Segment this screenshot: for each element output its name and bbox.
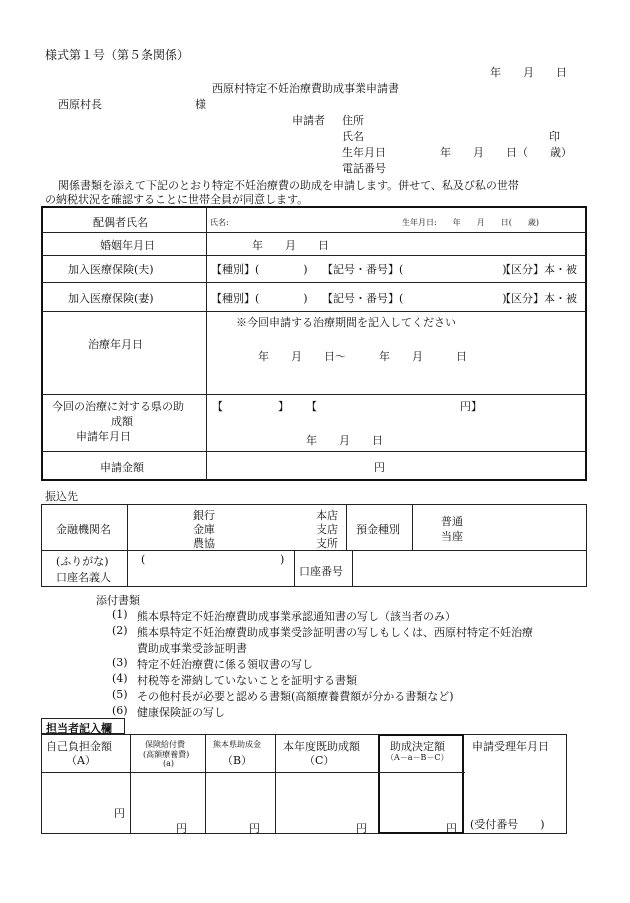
attachment-num: (2)	[112, 624, 128, 637]
pref-grant-amount[interactable]: 【 円】	[306, 400, 482, 413]
furigana-open-paren[interactable]: (	[141, 553, 146, 566]
insurance-wife-label: 加入医療保険(妻)	[68, 292, 154, 305]
insurance-husband-type[interactable]: 【種別】( )	[211, 263, 308, 276]
attachment-num: (6)	[112, 704, 128, 717]
form-title: 西原村特定不妊治療費助成事業申請書	[212, 82, 399, 95]
intro-line-1: 関係書類を添えて下記のとおり特定不妊治療費の助成を申請します。併せて、私及び私の世帯	[58, 179, 519, 192]
amount-yen[interactable]: 円	[374, 461, 385, 474]
bank-section-label: 振込先	[45, 490, 78, 503]
col-insurance-symbol: (a)	[163, 759, 175, 768]
pref-grant-label-2: 成額	[111, 415, 133, 428]
attachment-num: (1)	[112, 608, 128, 621]
col-decision-formula: （A－a－B－C）	[386, 753, 449, 762]
financial-institution-label: 金融機関名	[56, 523, 111, 536]
treatment-period-field[interactable]: 年 月 日～ 年 月 日	[258, 350, 467, 363]
insurance-husband-number[interactable]: 【記号・番号】( )	[322, 263, 507, 276]
marriage-date-field[interactable]: 年 月 日	[252, 239, 329, 252]
insurance-husband-class[interactable]: 【区分】本・被	[500, 263, 577, 276]
marriage-date-label: 婚姻年月日	[100, 239, 155, 252]
name-label: 氏名	[342, 130, 364, 143]
recipient-honorific: 様	[195, 98, 206, 111]
col-high-cost-label: (高額療養費)	[143, 750, 190, 759]
intro-line-2: の納税状況を確認することに世帯全員が同意します。	[45, 193, 309, 206]
insurance-benefit-yen[interactable]: 円	[176, 822, 187, 835]
application-date-blanks: 年 月 日	[490, 66, 567, 79]
branch-branch[interactable]: 支店	[316, 523, 338, 536]
attachment-text: その他村長が必要と認める書類(高額療養費額が分かる書類など)	[137, 690, 454, 703]
col-pref-grant-symbol: （B）	[222, 754, 253, 767]
attachments-title: 添付書類	[96, 594, 140, 607]
branch-head[interactable]: 本店	[316, 509, 338, 522]
bank-type-shinkin[interactable]: 金庫	[193, 523, 215, 536]
staff-section-label: 担当者記入欄	[46, 722, 112, 735]
bank-type-bank[interactable]: 銀行	[193, 509, 215, 522]
col-self-pay-symbol: （A）	[66, 754, 96, 767]
deposit-type-label: 預金種別	[356, 523, 400, 536]
deposit-current[interactable]: 当座	[441, 530, 463, 543]
prior-grant-yen[interactable]: 円	[356, 822, 367, 835]
branch-office[interactable]: 支所	[316, 537, 338, 550]
col-self-pay-label: 自己負担金額	[46, 740, 112, 753]
spouse-birth-field[interactable]: 生年月日: 年 月 日( 歳)	[402, 218, 539, 227]
col-pref-grant-label: 熊本県助成金	[213, 740, 261, 749]
seal-mark: 印	[549, 130, 560, 143]
pref-grant-yen[interactable]: 円	[249, 822, 260, 835]
attachment-text: 熊本県特定不妊治療費助成事業承認通知書の写し（該当者のみ）	[137, 610, 456, 623]
attachment-num: (4)	[112, 672, 128, 685]
attachment-text: 健康保険証の写し	[137, 706, 225, 719]
account-number-label: 口座番号	[299, 565, 343, 578]
col-prior-grant-label: 本年度既助成額	[283, 740, 360, 753]
furigana-close-paren[interactable]: )	[280, 553, 285, 566]
insurance-wife-type[interactable]: 【種別】( )	[211, 292, 308, 305]
spouse-name-field[interactable]: 氏名:	[210, 218, 229, 227]
treatment-note: ※今回申請する治療期間を記入してください	[236, 316, 456, 329]
attachment-num: (3)	[112, 656, 128, 669]
pref-grant-date[interactable]: 年 月 日	[306, 434, 383, 447]
deposit-ordinary[interactable]: 普通	[441, 515, 463, 528]
pref-grant-bracket-1[interactable]: 【 】	[212, 400, 289, 413]
account-holder-label: 口座名義人	[56, 571, 111, 584]
birth-blanks: 年 月 日（ 歳）	[440, 146, 572, 159]
col-receipt-date-label: 申請受理年月日	[472, 740, 549, 753]
decision-amount-yen[interactable]: 円	[446, 822, 457, 835]
insurance-wife-number[interactable]: 【記号・番号】( )	[322, 292, 507, 305]
birth-label: 生年月日	[342, 146, 386, 159]
address-label: 住所	[342, 114, 364, 127]
col-prior-grant-symbol: （C）	[304, 754, 335, 767]
attachment-num: (5)	[112, 688, 128, 701]
form-number: 様式第１号（第５条関係）	[45, 48, 190, 62]
pref-grant-label-1: 今回の治療に対する県の助	[52, 400, 184, 413]
insurance-husband-label: 加入医療保険(夫)	[68, 263, 154, 276]
col-insurance-benefit-label: 保険給付費	[145, 740, 185, 749]
insurance-wife-class[interactable]: 【区分】本・被	[500, 292, 577, 305]
attachment-text: 費助成事業受診証明書	[137, 642, 247, 655]
attachment-text: 特定不妊治療費に係る領収書の写し	[137, 658, 313, 671]
receipt-number[interactable]: (受付番号 )	[470, 818, 545, 831]
phone-label: 電話番号	[342, 162, 386, 175]
self-pay-yen[interactable]: 円	[114, 807, 125, 820]
pref-grant-label-3: 申請年月日	[76, 430, 131, 443]
recipient-name: 西原村長	[58, 98, 102, 111]
col-decision-label: 助成決定額	[390, 740, 445, 753]
amount-label: 申請金額	[100, 461, 144, 474]
attachment-text: 熊本県特定不妊治療費助成事業受診証明書の写しもしくは、西原村特定不妊治療	[137, 626, 533, 639]
spouse-name-label: 配偶者氏名	[93, 216, 148, 229]
attachment-text: 村税等を滞納していないことを証明する書類	[137, 674, 357, 687]
furigana-label: (ふりがな)	[56, 555, 109, 568]
treatment-date-label: 治療年月日	[88, 338, 143, 351]
bank-type-nokyo[interactable]: 農協	[193, 537, 215, 550]
applicant-label: 申請者	[292, 114, 325, 127]
